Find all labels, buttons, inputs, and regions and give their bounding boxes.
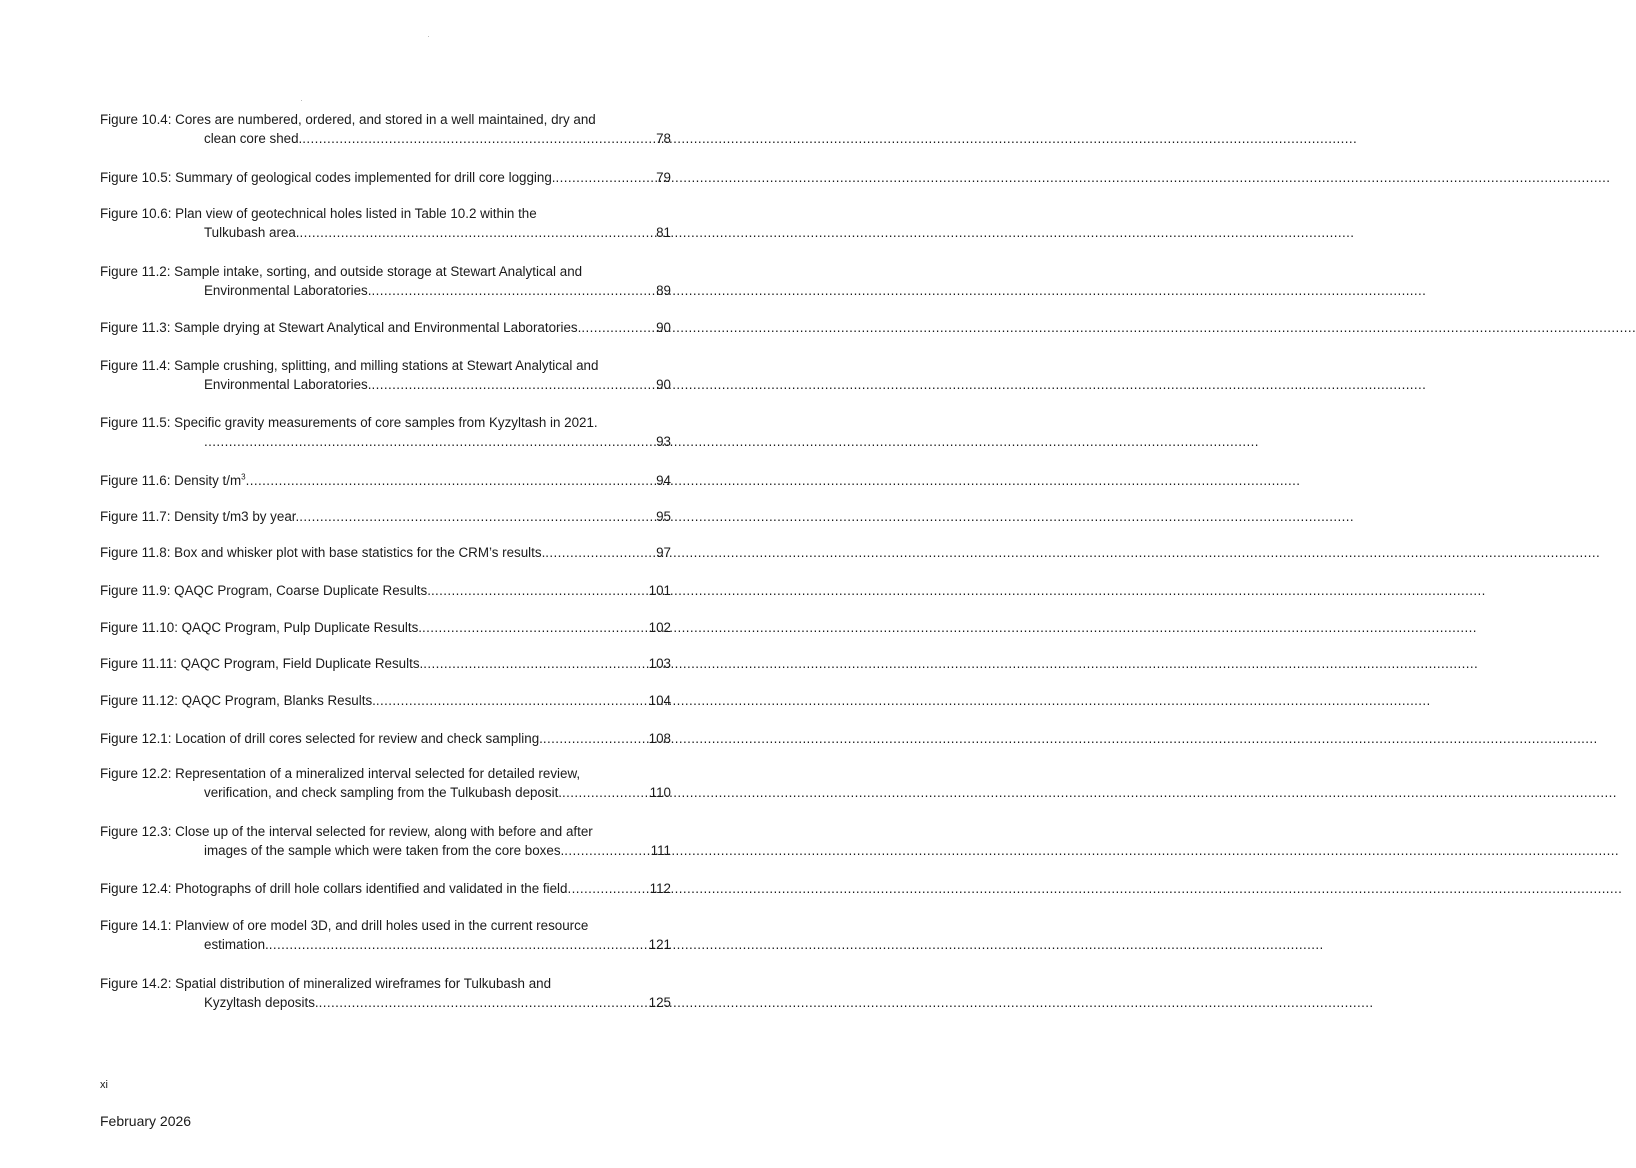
dot-leader bbox=[422, 618, 648, 637]
toc-page-number: 90 bbox=[656, 320, 671, 335]
dot-leader bbox=[431, 581, 648, 600]
toc-entry-text: estimation. bbox=[204, 937, 269, 952]
scan-speck bbox=[428, 36, 429, 37]
toc-entry-text: Figure 10.4: Cores are numbered, ordered, and stored in a well maintained, dry and bbox=[100, 112, 596, 127]
toc-entry-line bbox=[100, 223, 671, 242]
toc-entry-text: Figure 14.2: Spatial distribution of mineralized wireframes for Tulkubash and bbox=[100, 976, 552, 991]
toc-page-number: 97 bbox=[656, 545, 671, 560]
toc-page-number: 104 bbox=[648, 693, 671, 708]
dot-leader bbox=[556, 168, 656, 187]
toc-entry-text: clean core shed. bbox=[204, 131, 303, 146]
dot-leader bbox=[423, 654, 647, 673]
toc-entry-text: Figure 11.12: QAQC Program, Blanks Results. bbox=[100, 693, 376, 708]
toc-entry[interactable] bbox=[100, 110, 671, 148]
toc-entry-line bbox=[100, 691, 671, 710]
toc-entry[interactable] bbox=[100, 974, 671, 1012]
toc-page-number: 90 bbox=[656, 377, 671, 392]
dot-leader bbox=[299, 507, 655, 526]
toc-entry-text: Figure 11.6: Density $t/m^3$ bbox=[100, 472, 246, 488]
toc-entry-line bbox=[100, 581, 671, 600]
toc-entry-text: Figure 11.3: Sample drying at Stewart Analytical and Environmental Laboratories. bbox=[100, 320, 582, 335]
toc-page-number: 95 bbox=[656, 509, 671, 524]
toc-entry-line bbox=[100, 413, 671, 432]
dot-leader bbox=[246, 471, 655, 490]
toc-entry-line bbox=[100, 879, 671, 898]
toc-entry-text: Figure 12.4: Photographs of drill hole collars identified and validated in the field bbox=[100, 881, 568, 896]
toc-entry[interactable] bbox=[100, 916, 671, 954]
dot-leader bbox=[376, 691, 648, 710]
dot-leader bbox=[545, 543, 655, 562]
toc-entry-text: Figure 14.1: Planview of ore model 3D, and drill holes used in the current resource bbox=[100, 918, 589, 933]
dot-leader bbox=[204, 432, 655, 451]
toc-entry[interactable] bbox=[100, 507, 671, 526]
toc-page-number: 93 bbox=[656, 434, 671, 449]
dot-leader bbox=[567, 879, 648, 898]
toc-entry-text: Tulkubash area. bbox=[204, 225, 300, 240]
toc-entry[interactable] bbox=[100, 543, 671, 562]
toc-page-number: 110 bbox=[649, 785, 671, 800]
dot-leader bbox=[371, 281, 655, 300]
toc-page-number: 89 bbox=[656, 283, 671, 298]
toc-entry[interactable] bbox=[100, 691, 671, 710]
toc-entry-text: Figure 11.7: Density t/m3 by year. bbox=[100, 509, 300, 524]
toc-entry-line bbox=[100, 618, 671, 637]
toc-entry-text: Figure 11.2: Sample intake, sorting, and outside storage at Stewart Analytical and bbox=[100, 264, 583, 279]
toc-entry-text: verification, and check sampling from the Tulkubash deposit. bbox=[204, 785, 563, 800]
toc-entry-text: Figure 11.10: QAQC Program, Pulp Duplicate Results. bbox=[100, 620, 423, 635]
toc-entry[interactable] bbox=[100, 654, 671, 673]
toc-page-number: 78 bbox=[656, 131, 671, 146]
toc-entry[interactable] bbox=[100, 822, 671, 860]
toc-entry-line bbox=[100, 129, 671, 148]
toc-entry[interactable] bbox=[100, 262, 671, 300]
toc-page-number: 103 bbox=[648, 656, 671, 671]
toc-entry-line bbox=[100, 543, 671, 562]
toc-entry-text: Figure 11.5: Specific gravity measurements of core samples from Kyzyltash in 2021. bbox=[100, 415, 598, 430]
dot-leader bbox=[371, 375, 655, 394]
toc-entry-line bbox=[100, 764, 671, 783]
document-date: February 2026 bbox=[100, 1113, 192, 1129]
toc-page-number: 108 bbox=[648, 731, 671, 746]
toc-entry-text: Figure 12.2: Representation of a mineralized interval selected for detailed review, bbox=[100, 766, 581, 781]
toc-entry-line bbox=[100, 318, 671, 337]
toc-entry[interactable] bbox=[100, 413, 671, 451]
toc-page-number: 101 bbox=[648, 583, 671, 598]
dot-leader bbox=[269, 935, 648, 954]
toc-entry-line bbox=[100, 916, 671, 935]
toc-entry[interactable] bbox=[100, 204, 671, 242]
toc-entry-line bbox=[100, 993, 671, 1012]
toc-entry-line bbox=[100, 507, 671, 526]
dot-leader bbox=[564, 841, 649, 860]
toc-entry-line bbox=[100, 281, 671, 300]
toc-entry-line bbox=[100, 110, 671, 129]
toc-entry-text: images of the sample which were taken from the core boxes. bbox=[204, 843, 565, 858]
toc-entry-line bbox=[100, 935, 671, 954]
toc-entry-text: Environmental Laboratories. bbox=[204, 283, 372, 298]
toc-entry-text: Figure 11.11: QAQC Program, Field Duplicate Results. bbox=[100, 656, 424, 671]
toc-entry-line bbox=[100, 168, 671, 187]
toc-page-number: 81 bbox=[656, 225, 671, 240]
toc-page-number: 102 bbox=[648, 620, 671, 635]
toc-entry[interactable] bbox=[100, 471, 671, 490]
dot-leader bbox=[562, 783, 649, 802]
toc-entry[interactable] bbox=[100, 356, 671, 394]
toc-entry-text: Figure 10.5: Summary of geological codes implemented for drill core logging. bbox=[100, 170, 556, 185]
toc-entry[interactable] bbox=[100, 318, 671, 337]
dot-leader bbox=[543, 729, 648, 748]
toc-entry-line bbox=[100, 783, 671, 802]
toc-entry-line bbox=[100, 262, 671, 281]
toc-entry[interactable] bbox=[100, 729, 671, 748]
toc-entry-text: Environmental Laboratories. bbox=[204, 377, 372, 392]
dot-leader bbox=[319, 993, 648, 1012]
toc-page-number: 112 bbox=[649, 881, 671, 896]
toc-entry-line bbox=[100, 375, 671, 394]
superscript: 3 bbox=[241, 472, 246, 482]
toc-entry-text: Figure 11.4: Sample crushing, splitting, and milling stations at Stewart Analytical and bbox=[100, 358, 599, 373]
dot-leader bbox=[581, 318, 655, 337]
toc-page-number: 125 bbox=[648, 995, 671, 1010]
toc-entry-text: Figure 12.1: Location of drill cores selected for review and check sampling. bbox=[100, 731, 543, 746]
toc-entry-line bbox=[100, 729, 671, 748]
toc-entry-line bbox=[100, 841, 671, 860]
toc-entry-line bbox=[100, 204, 671, 223]
scan-speck bbox=[301, 100, 302, 101]
page-number-label: xi bbox=[100, 1079, 108, 1091]
toc-entry[interactable] bbox=[100, 764, 671, 802]
toc-entry-line bbox=[100, 822, 671, 841]
toc-entry-line bbox=[100, 974, 671, 993]
toc-entry-line bbox=[100, 654, 671, 673]
toc-entry-text: Figure 12.3: Close up of the interval selected for review, along with before and after bbox=[100, 824, 593, 839]
toc-entry[interactable] bbox=[100, 581, 671, 600]
toc-entry[interactable] bbox=[100, 168, 671, 187]
toc-entry-line bbox=[100, 432, 671, 451]
toc-entry[interactable] bbox=[100, 879, 671, 898]
toc-page-number: 94 bbox=[656, 473, 671, 488]
toc-page-number: 121 bbox=[648, 937, 671, 952]
dot-leader bbox=[302, 129, 655, 148]
toc-entry-text: Figure 11.8: Box and whisker plot with base statistics for the CRM’s results. bbox=[100, 545, 546, 560]
toc-entry-line bbox=[100, 356, 671, 375]
dot-leader bbox=[300, 223, 656, 242]
toc-entry-text: Figure 10.6: Plan view of geotechnical holes listed in Table 10.2 within the bbox=[100, 206, 537, 221]
toc-entry-text: Figure 11.9: QAQC Program, Coarse Duplicate Results. bbox=[100, 583, 431, 598]
toc-entry-line bbox=[100, 471, 671, 490]
toc-entry[interactable] bbox=[100, 618, 671, 637]
toc-entry-text: Kyzyltash deposits. bbox=[204, 995, 319, 1010]
toc-page-number: 111 bbox=[650, 843, 671, 858]
toc-page-number: 79 bbox=[656, 170, 671, 185]
